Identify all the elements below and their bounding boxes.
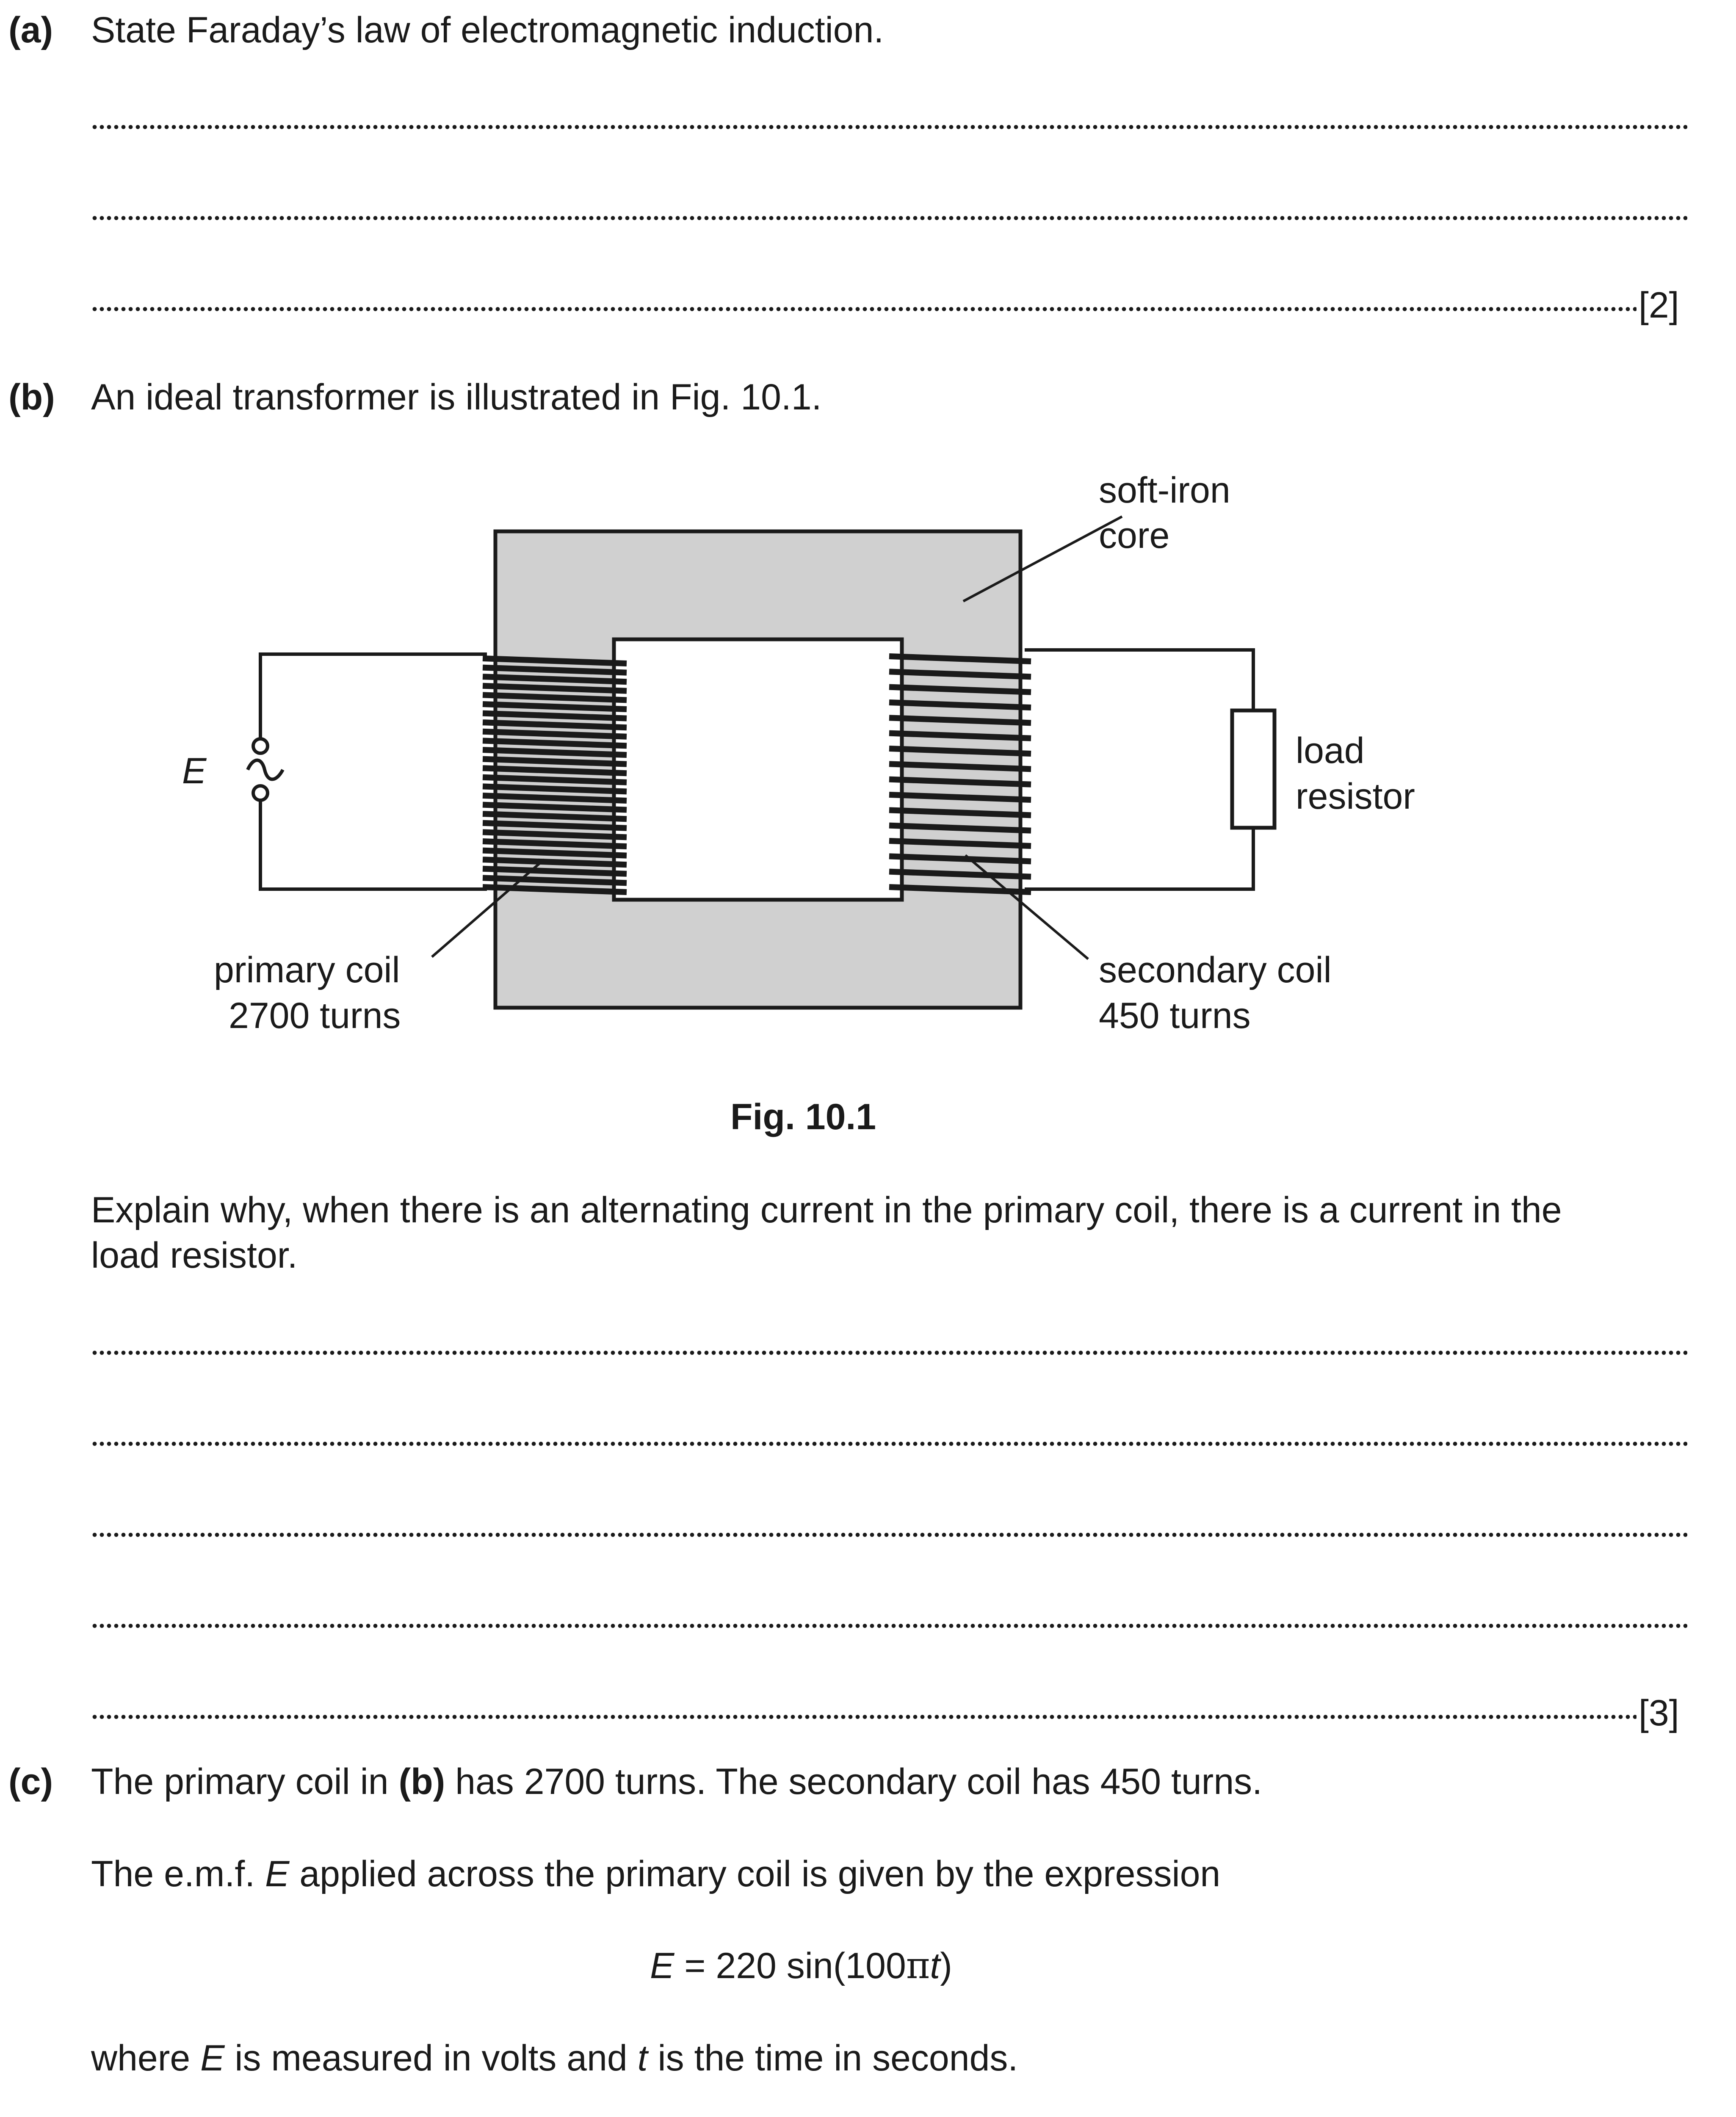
- part-b-question-line1: Explain why, when there is an alternating current in the primary coil, there is a current in the: [91, 1190, 1562, 1230]
- secondary-label-line1: secondary coil: [1099, 950, 1332, 990]
- core-label-line2: core: [1099, 515, 1170, 556]
- answer-line-b1[interactable]: [91, 1344, 1687, 1361]
- answer-line-b5[interactable]: [91, 1708, 1636, 1725]
- ac-source-symbol: [248, 739, 283, 800]
- part-a-question: State Faraday’s law of electromagnetic induction.: [91, 10, 884, 50]
- load-label-line1: load: [1296, 730, 1365, 771]
- part-b-marks: [3]: [1639, 1693, 1679, 1733]
- answer-line-b4[interactable]: [91, 1617, 1687, 1634]
- part-c-line2: The e.m.f. E applied across the primary coil is given by the expression: [91, 1854, 1221, 1894]
- part-c-line3: where E is measured in volts and t is the time in seconds.: [91, 2038, 1018, 2078]
- part-a-marks: [2]: [1639, 285, 1679, 326]
- secondary-label-line2: 450 turns: [1099, 995, 1251, 1036]
- part-b-question-line2: load resistor.: [91, 1235, 298, 1276]
- answer-line-b3[interactable]: [91, 1526, 1687, 1543]
- primary-circuit: [260, 654, 487, 889]
- part-c-line1: The primary coil in (b) has 2700 turns. The secondary coil has 450 turns.: [91, 1761, 1263, 1802]
- core-label-line1: soft-iron: [1099, 470, 1230, 511]
- primary-label-line1: primary coil: [214, 950, 400, 990]
- part-b-intro: An ideal transformer is illustrated in Fig. 10.1.: [91, 377, 822, 417]
- load-resistor: [1232, 710, 1274, 828]
- figure-caption: Fig. 10.1: [730, 1097, 876, 1137]
- part-b-label: (b): [8, 377, 55, 417]
- emf-equation: E = 220 sin(100πt): [650, 1945, 952, 1987]
- load-label-line2: resistor: [1296, 776, 1415, 817]
- answer-line-b2[interactable]: [91, 1435, 1687, 1452]
- part-a-label: (a): [8, 10, 53, 50]
- secondary-circuit: [1025, 650, 1253, 889]
- primary-label-line2: 2700 turns: [229, 995, 401, 1036]
- emf-label: E: [182, 751, 207, 791]
- part-c-label: (c): [8, 1761, 53, 1802]
